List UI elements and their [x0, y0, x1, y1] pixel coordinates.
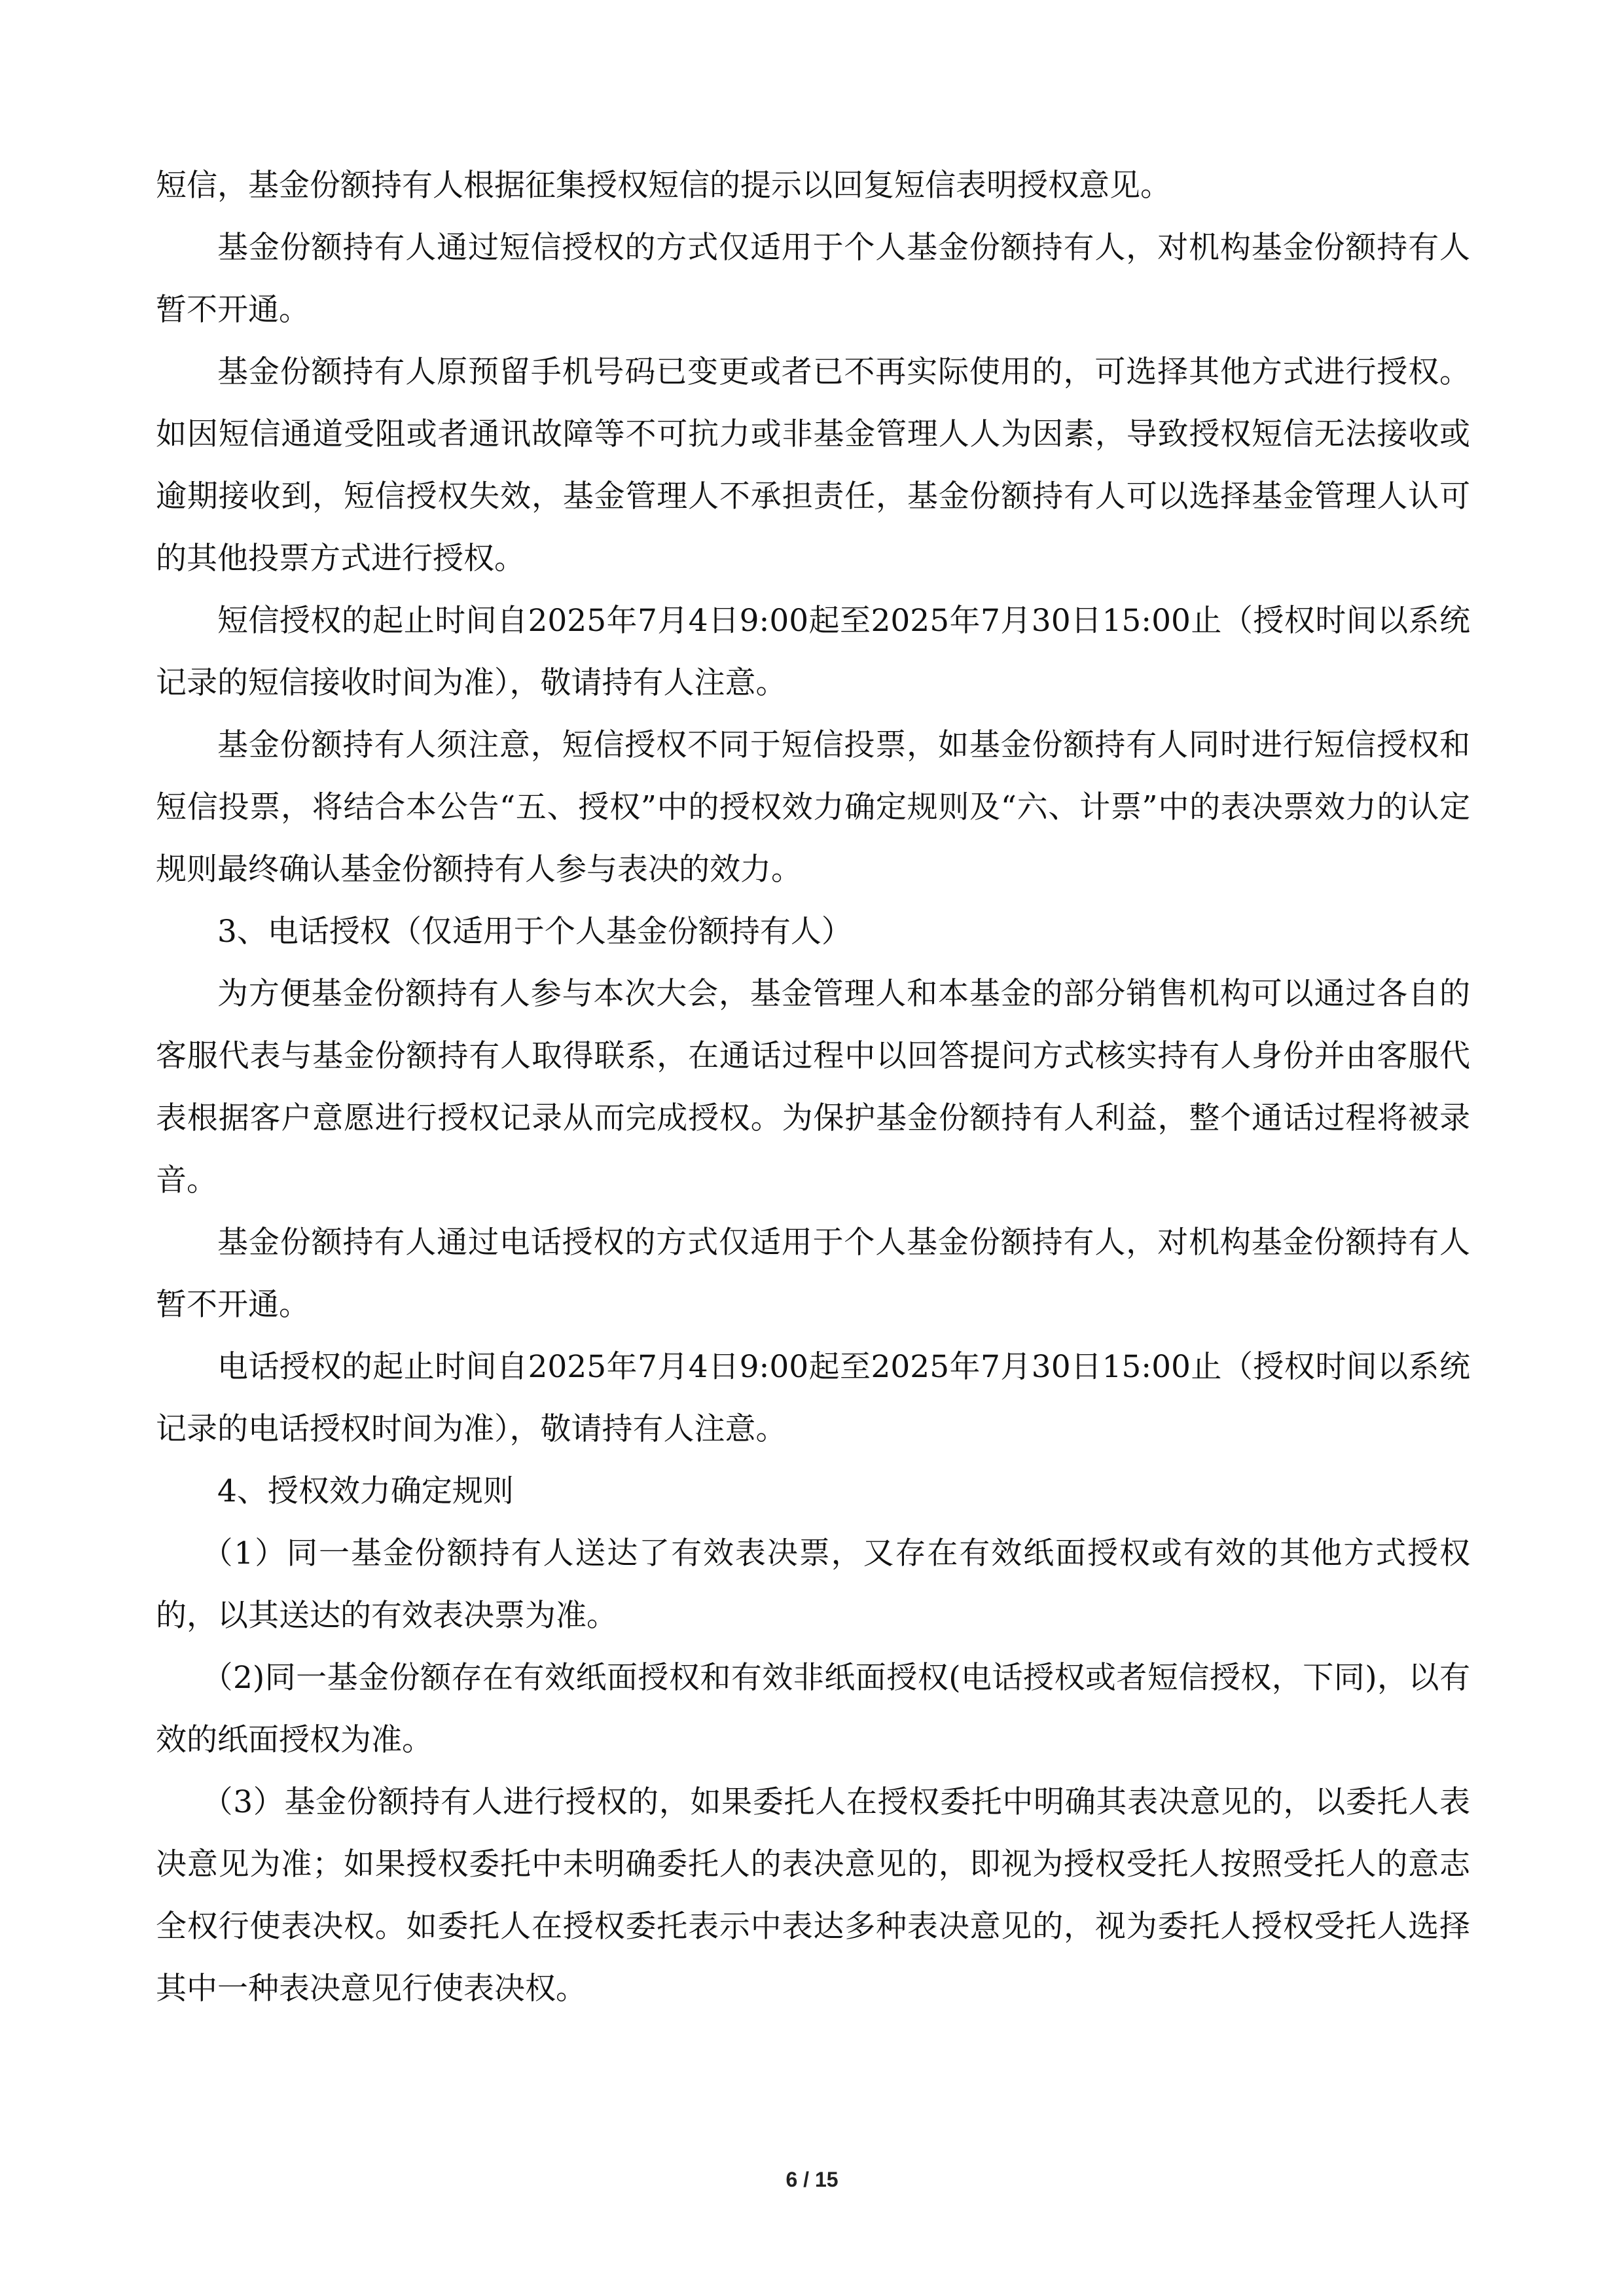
paragraph-sms-vs-vote: 基金份额持有人须注意，短信授权不同于短信投票，如基金份额持有人同时进行短信授权和短信投票，将结合本公告“五、授权”中的授权效力确定规则及“六、计票”中的表决票效力的认定规则最终确认基金份额持有人参与表决的效力。	[156, 727, 1470, 888]
rule-item-2: （2)同一基金份额存在有效纸面授权和有效非纸面授权(电话授权或者短信授权，下同)，以有效的纸面授权为准。	[156, 1660, 1470, 1758]
rule-item-1: （1）同一基金份额持有人送达了有效表决票，又存在有效纸面授权或有效的其他方式授权的，以其送达的有效表决票为准。	[156, 1535, 1470, 1634]
section-heading-authorization-rules: 4、授权效力确定规则	[217, 1473, 514, 1509]
paragraph-phone-scope: 基金份额持有人通过电话授权的方式仅适用于个人基金份额持有人，对机构基金份额持有人暂不开通。	[156, 1225, 1470, 1323]
section-heading-phone-authorization: 3、电话授权（仅适用于个人基金份额持有人）	[217, 914, 852, 950]
paragraph-sms-scope: 基金份额持有人通过短信授权的方式仅适用于个人基金份额持有人，对机构基金份额持有人暂不开通。	[156, 230, 1470, 328]
paragraph-phone-period: 电话授权的起止时间自2025年7月4日9:00起至2025年7月30日15:00止（授权时间以系统记录的电话授权时间为准），敬请持有人注意。	[156, 1349, 1470, 1447]
page-number: 6 / 15	[785, 2168, 839, 2191]
document-body	[156, 154, 1470, 2020]
paragraph-phone-process: 为方便基金份额持有人参与本次大会，基金管理人和本基金的部分销售机构可以通过各自的客服代表与基金份额持有人取得联系，在通话过程中以回答提问方式核实持有人身份并由客服代表根据客户意愿进行授权记录从而完成授权。为保护基金份额持有人利益，整个通话过程将被录音。	[156, 976, 1470, 1198]
paragraph-sms-phone-change: 基金份额持有人原预留手机号码已变更或者已不再实际使用的，可选择其他方式进行授权。如因短信通道受阻或者通讯故障等不可抗力或非基金管理人人为因素，导致授权短信无法接收或逾期接收到，短信授权失效，基金管理人不承担责任，基金份额持有人可以选择基金管理人认可的其他投票方式进行授权。	[156, 354, 1470, 577]
rule-item-3: （3）基金份额持有人进行授权的，如果委托人在授权委托中明确其表决意见的，以委托人表决意见为准；如果授权委托中未明确委托人的表决意见的，即视为授权受托人按照受托人的意志全权行使表决权。如委托人在授权委托表示中表达多种表决意见的，视为委托人授权受托人选择其中一种表决意见行使表决权。	[156, 1784, 1470, 2007]
paragraph-sms-reply: 短信，基金份额持有人根据征集授权短信的提示以回复短信表明授权意见。	[156, 168, 1171, 204]
paragraph-sms-period: 短信授权的起止时间自2025年7月4日9:00起至2025年7月30日15:00止（授权时间以系统记录的短信接收时间为准），敬请持有人注意。	[156, 603, 1470, 701]
